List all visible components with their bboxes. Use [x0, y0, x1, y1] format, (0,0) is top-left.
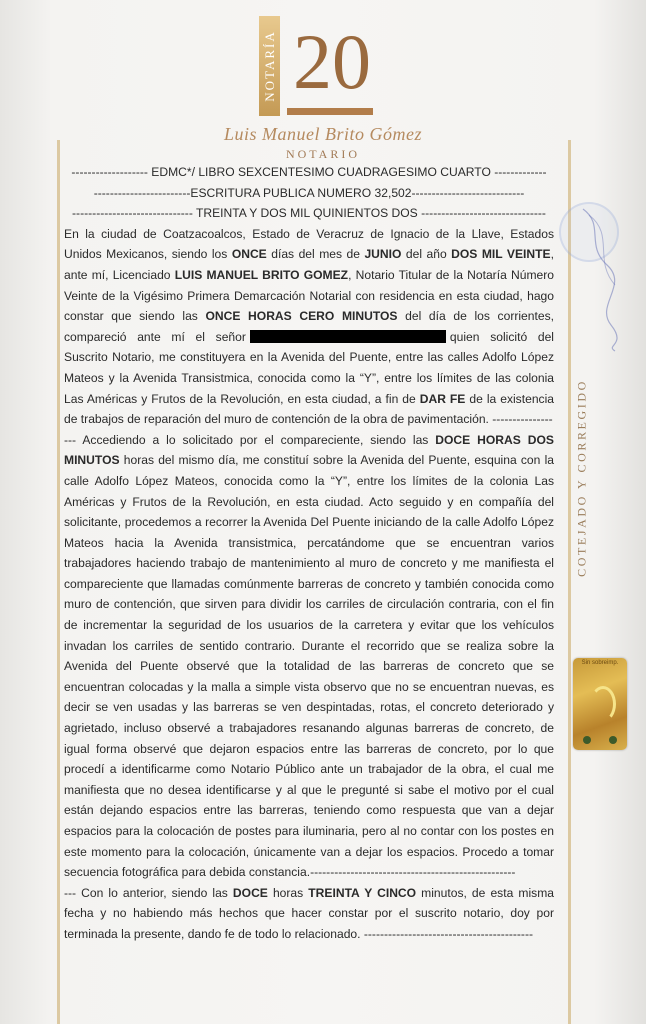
redacted-name [250, 330, 446, 343]
hologram-label: Sin sobreimp. [581, 660, 619, 666]
deed-number-words-line: ------------------------------ TREINTA Y DOS MIL QUINIENTOS DOS ------------------------------- [72, 206, 546, 221]
notaria-number: 20 [293, 18, 371, 105]
right-margin-line [568, 140, 571, 1024]
hologram-dot-left [583, 736, 591, 744]
notary-name: Luis Manuel Brito Gómez [224, 124, 422, 144]
notaria-vertical-logo [259, 16, 280, 116]
paragraph-opening: En la ciudad de Coatzacoalcos, Estado de Veracruz de Ignacio de la Llave, Estados Unidos Mexicanos, siendo los ONCE días del mes de JUNIO del año DOS MIL VEINTE, ante mí, Licenciado LUIS MANUEL BRITO GOMEZ, Notario Titular de la Notaría Número Veinte de la Vigésimo Primera Demarcación Notarial con residencia en esta ciudad, hago constar que siendo las ONCE HORAS CERO MINUTOS del día de los corrientes, compareció ante mí el señor quien solicitó del Suscrito Notario, me constituyera en la Avenida del Puente, entre las calles Adolfo López Mateos y la Avenida Transistmica, conocida como la “Y”, entre los límites de las colonia Las Américas y Frutos de la Revolución, en esta ciudad, a fin de DAR FE de la existencia de trabajos de reparación del muro de contención de la obra de pavimentación. --------------- [64, 226, 555, 427]
paragraph-inspection: --- Accediendo a lo solicitado por el compareciente, siendo las DOCE HORAS DOS MINUTOS horas del mismo día, me constituí sobre la Avenida del Puente, esquina con la calle Adolfo López Mateos, conocida como la “Y”, entre los límites de la colonia Las Américas y Frutos de la Revolución, en esta ciudad. Acto seguido y en compañía del solicitante, procedemos a recorrer la Avenida Del Puente iniciando de la calle Adolfo López Mateos hacia la Avenida transistmica, percatándome que se encuentran varios trabajadores haciendo trabajo de mantenimiento al muro de concreto y me manifiesta el compareciente que llamadas comúnmente barreras de concreto y también conocida como muro de contención, que sirven para dividir los carriles de circulación contraria, con el fin de incrementar la seguridad de los usuarios de la carretera y evitar que los vehículos invadan los carriles de sentido contrario. Durante el recorrido que se realiza sobre la Avenida del Puente observé que la totalidad de las barreras de concreto que se encuentran colocadas y la malla a simple vista observo que no se encuentran nuevas, es decir se ven usadas y las barreras se ven despintadas, rotas, el concreto deteriorado y agrietado, incluso observé a trabajadores resanando algunas barreras de concreto, de igual forma observé que dejaron espacios entre las barreras de concreto, por lo que procedí a identificarme como Notario Público ante un trabajador de la obra, el cual me manifiesta que no desea identificarse y al que le pregunté si sabe el motivo por el cual están dejando espacios entre las barreras, teniendo como respuesta que van a dejar espacios para la colocación de postes para iluminaria, pero al no contar con los postes en este momento para la colocación, únicamente van a dejar los espacios. Procedo a tomar secuencia fotográfica para debida constancia.--------------------------------------------------- [64, 432, 554, 880]
deed-body [64, 162, 554, 945]
hologram-seal [573, 658, 627, 750]
hologram-dot-right [609, 736, 617, 744]
margin-stamp-text: COTEJADO Y CORREGIDO [574, 379, 589, 577]
hologram-emblem [590, 686, 616, 722]
notaria-word: NOTARÍA [261, 30, 277, 102]
signature-scribble [575, 205, 621, 355]
deed-number-line: ------------------------ESCRITURA PUBLICA NUMERO 32,502---------------------------- [93, 185, 525, 200]
book-line: ------------------- EDMC*/ LIBRO SEXCENTESIMO CUADRAGESIMO CUARTO ------------- [71, 165, 547, 179]
notary-title: NOTARIO [285, 147, 361, 161]
paragraph-closing: --- Con lo anterior, siendo las DOCE horas TREINTA Y CINCO minutos, de esta misma fecha y no habiendo más hechos que hacer constar por el suscrito notario, doy por terminada la presente, dando fe de todo lo relacionado. ------------------------------------------ [64, 885, 554, 941]
left-margin-line [57, 140, 60, 1024]
logo-underline [287, 108, 373, 115]
